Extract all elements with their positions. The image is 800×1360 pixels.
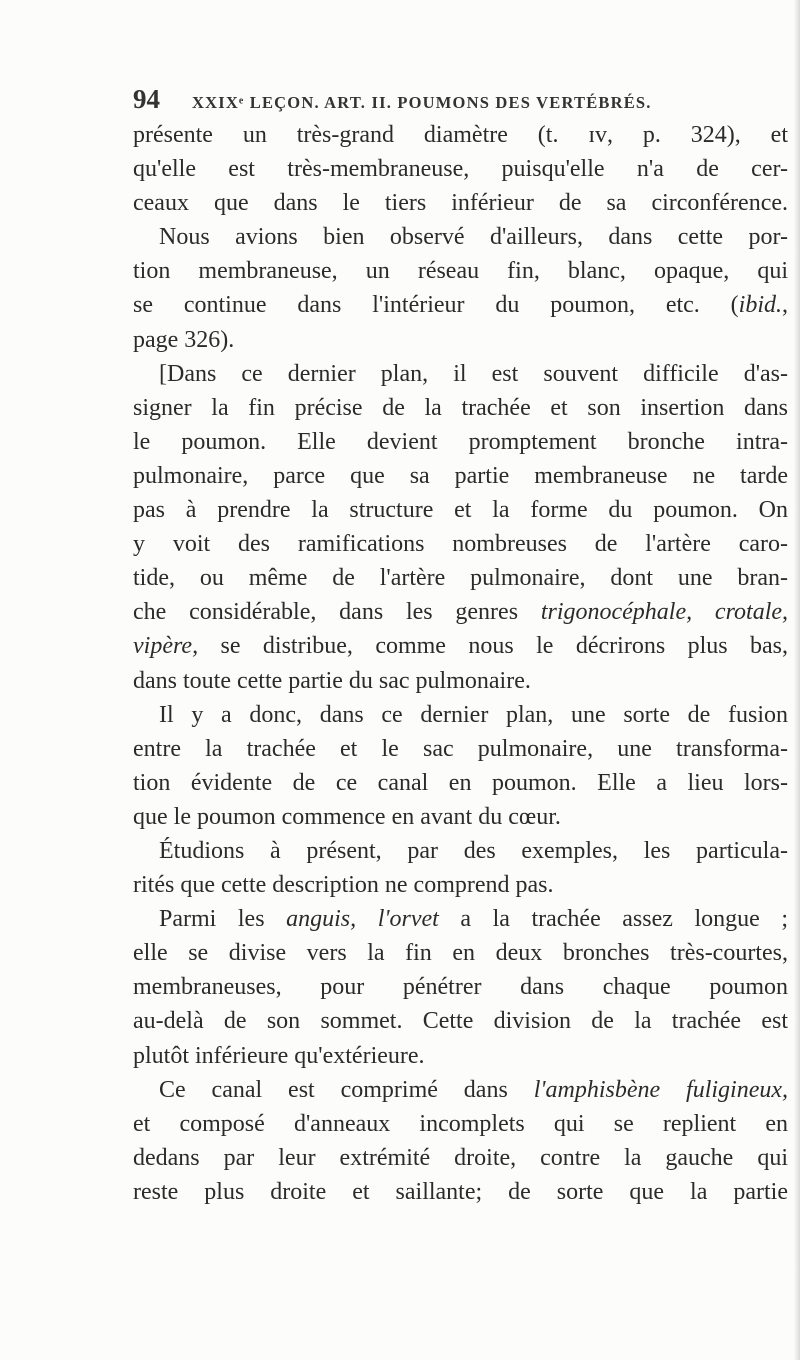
text-line: vipère, se distribue, comme nous le décrirons plus bas, — [133, 633, 788, 660]
text-line: pulmonaire, parce que sa partie membraneuse ne tarde — [133, 462, 788, 489]
page-number: 94 — [133, 84, 160, 114]
text-line: dedans par leur extrémité droite, contre la gauche qui — [133, 1144, 788, 1171]
text-line: Nous avions bien observé d'ailleurs, dans cette por- — [159, 224, 788, 251]
text-line: plutôt inférieure qu'extérieure. — [133, 1042, 425, 1069]
text-line: le poumon. Elle devient promptement bronche intra- — [133, 428, 788, 455]
text-line: entre la trachée et le sac pulmonaire, une transforma- — [133, 735, 788, 762]
text-line: elle se divise vers la fin en deux bronches très-courtes, — [133, 940, 788, 967]
text-line: tide, ou même de l'artère pulmonaire, dont une bran- — [133, 565, 788, 592]
text-line: au-delà de son sommet. Cette division de la trachée est — [133, 1008, 788, 1035]
text-line: et composé d'anneaux incomplets qui se replient en — [133, 1110, 788, 1137]
text-line: Étudions à présent, par des exemples, les particula- — [159, 837, 788, 864]
text-line: tion membraneuse, un réseau fin, blanc, opaque, qui — [133, 258, 788, 285]
text-line: rités que cette description ne comprend pas. — [133, 872, 554, 899]
text-line: reste plus droite et saillante; de sorte que la partie — [133, 1178, 788, 1205]
text-line: [Dans ce dernier plan, il est souvent difficile d'as- — [159, 360, 788, 387]
text-line: que le poumon commence en avant du cœur. — [133, 803, 561, 830]
text-line: page 326). — [133, 326, 235, 353]
text-line: Parmi les anguis, l'orvet a la trachée assez longue ; — [159, 906, 789, 933]
text-line: se continue dans l'intérieur du poumon, etc. (ibid., — [133, 292, 788, 319]
text-line: Il y a donc, dans ce dernier plan, une sorte de fusion — [159, 701, 788, 728]
text-line: tion évidente de ce canal en poumon. Elle a lieu lors- — [133, 769, 788, 796]
text-line: pas à prendre la structure et la forme du poumon. On — [133, 497, 788, 524]
text-line: signer la fin précise de la trachée et son insertion dans — [133, 394, 788, 421]
text-line: Ce canal est comprimé dans l'amphisbène fuligineux, — [159, 1076, 788, 1103]
text-line: présente un très-grand diamètre (t. ɪᴠ, p. 324), et — [133, 122, 788, 148]
text-line: che considérable, dans les genres trigonocéphale, crotale, — [133, 599, 789, 626]
body-text — [133, 118, 788, 1209]
text-line: qu'elle est très-membraneuse, puisqu'elle n'a de cer- — [133, 156, 788, 183]
text-line: y voit des ramifications nombreuses de l'artère caro- — [133, 531, 788, 558]
text-line: dans toute cette partie du sac pulmonaire. — [133, 667, 531, 694]
text-line: membraneuses, pour pénétrer dans chaque poumon — [133, 974, 788, 1001]
text-line: ceaux que dans le tiers inférieur de sa circonférence. — [133, 190, 788, 217]
running-head: XXIXᵉ LEÇON. ART. II. POUMONS DES VERTÉBRÉS. — [192, 93, 652, 112]
page-edge-shadow — [794, 0, 800, 1360]
